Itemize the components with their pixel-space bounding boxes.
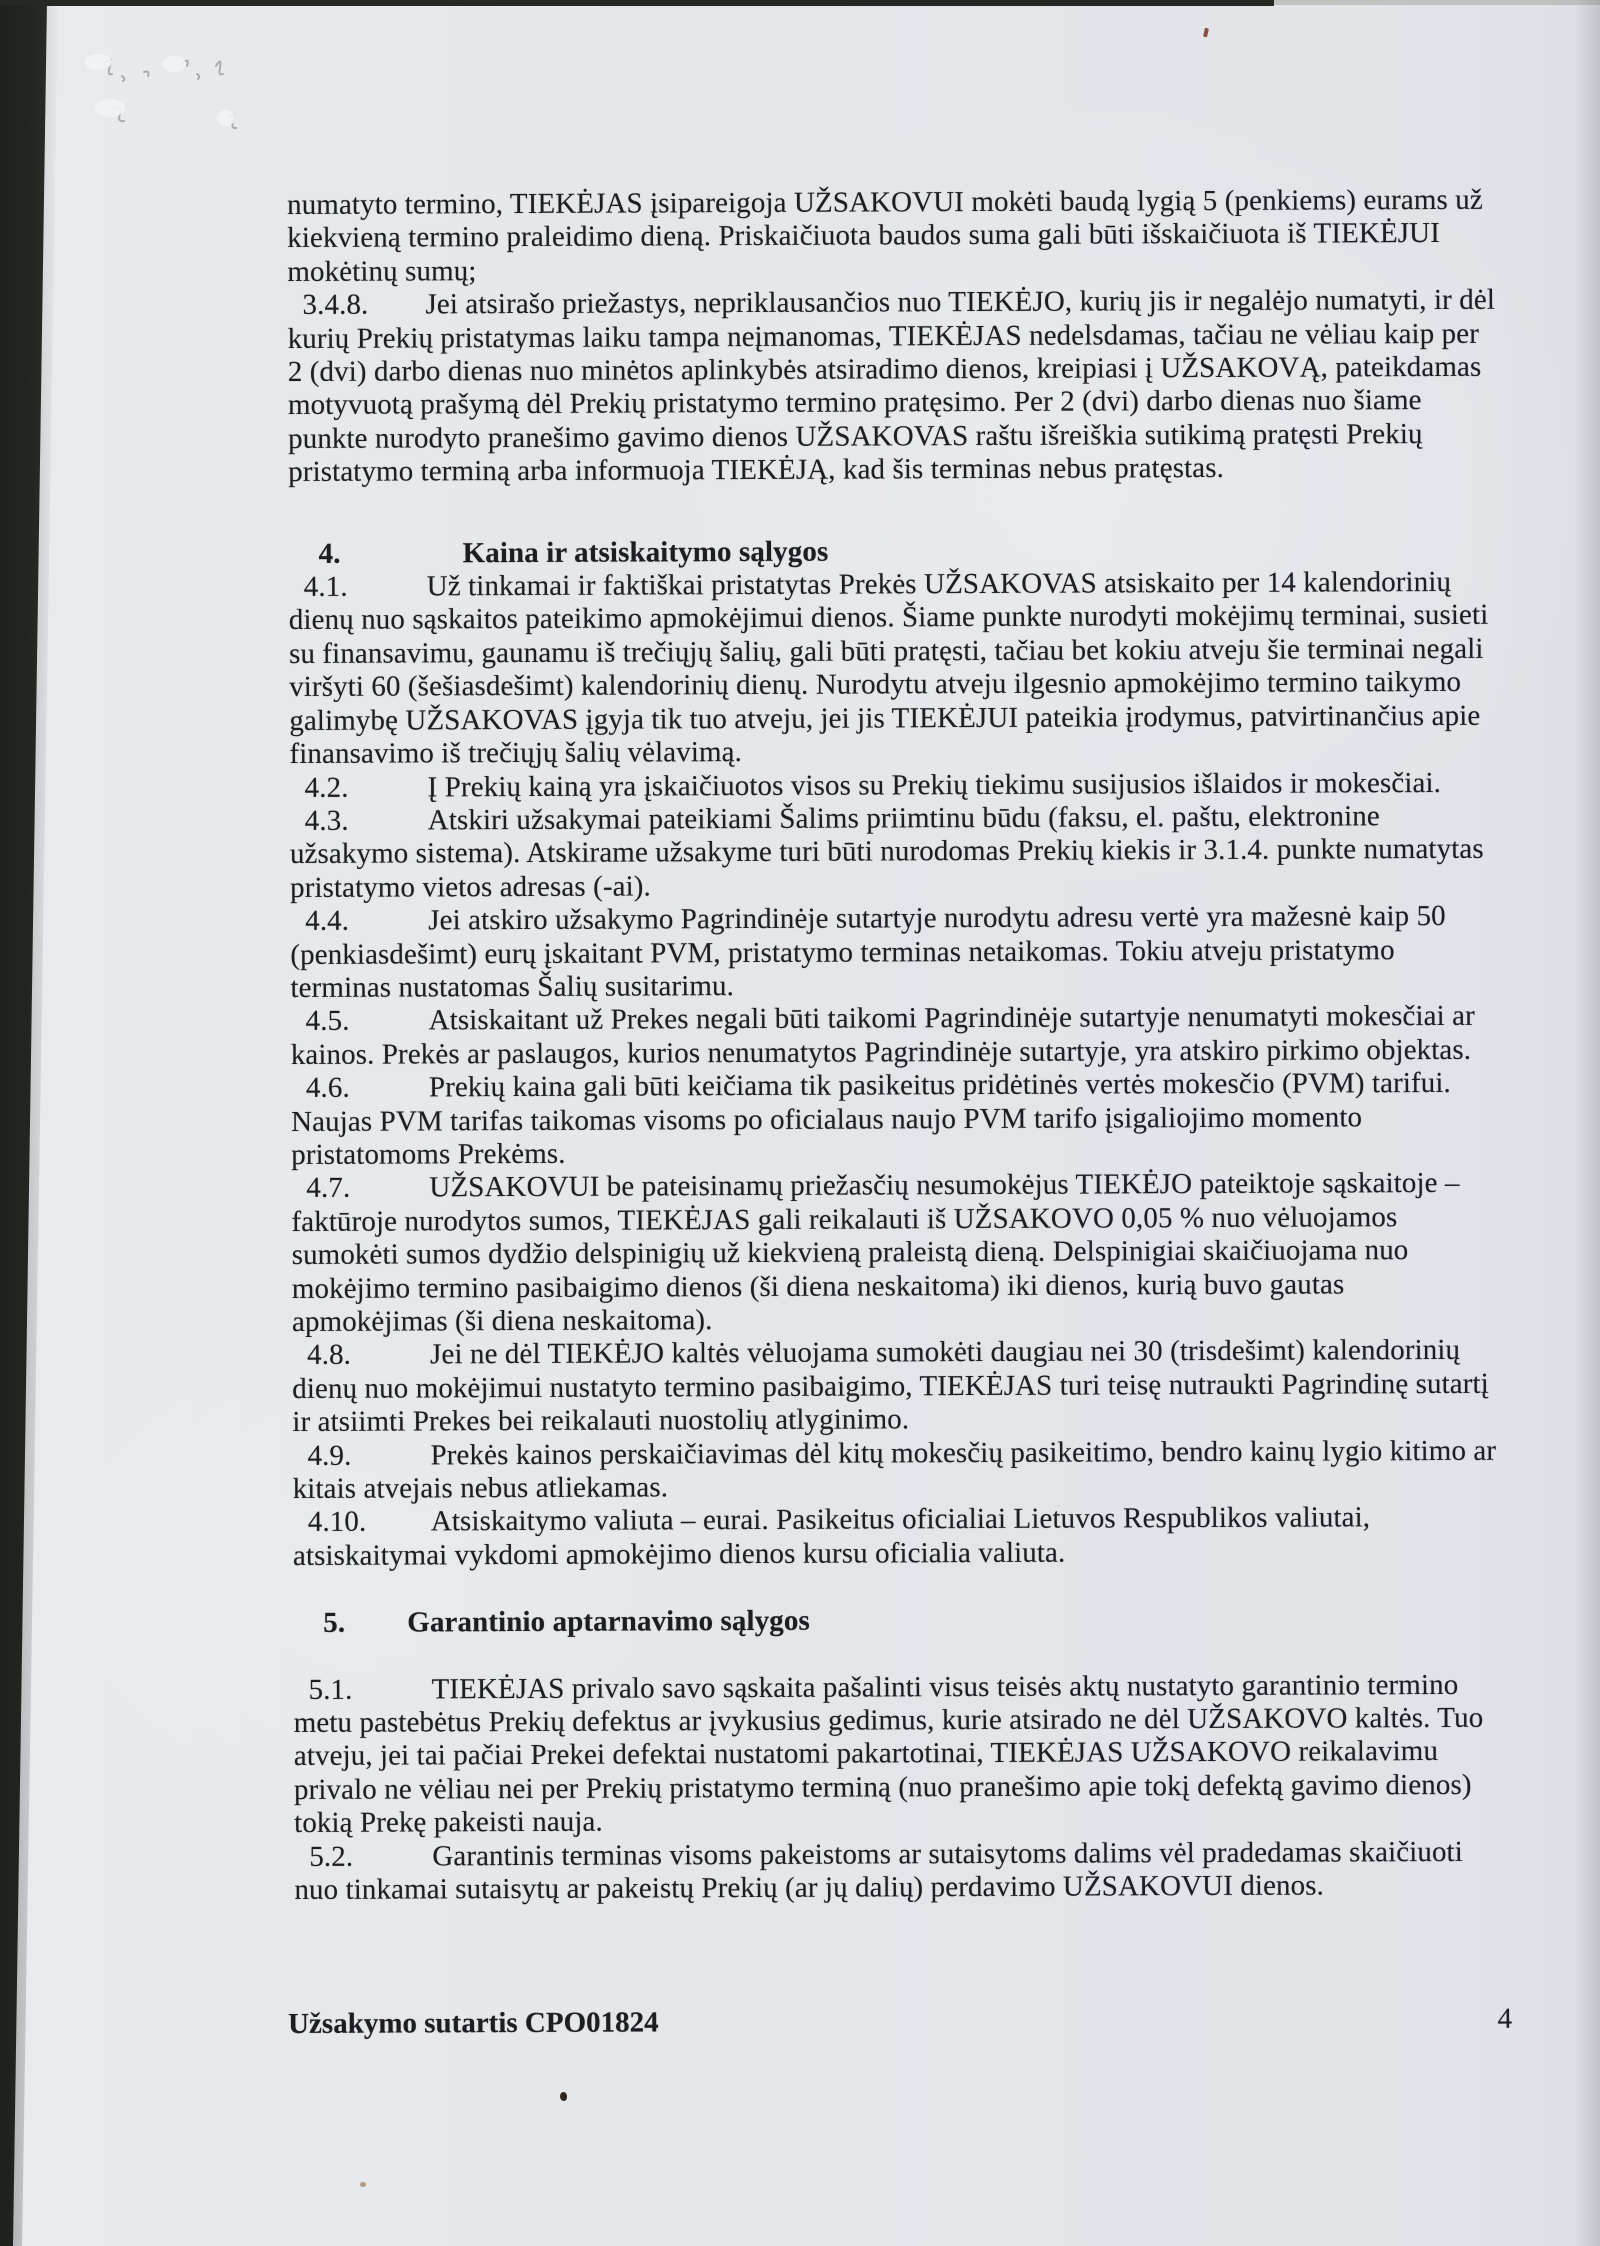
clause-number: 4.2.: [304, 771, 349, 804]
clause-4-4: [290, 900, 1502, 1006]
clause-number: 4.10.: [307, 1506, 367, 1539]
clause-4-7: [291, 1167, 1504, 1339]
clause-number: 4.5.: [305, 1005, 350, 1038]
clause-text: Atsiskaitymo valiuta – eurai. Pasikeitus oficialiai Lietuvos Respublikos valiutai, atsiskaitymai vykdomi apmokėjimo dienos kursu oficialia valiuta.: [292, 1501, 1371, 1572]
footer-page-number: 4: [1497, 2002, 1513, 2035]
section-4-heading: [289, 532, 1501, 571]
clause-number: 3.4.8.: [302, 288, 369, 322]
section-5-heading: [293, 1602, 1505, 1641]
clause-text: UŽSAKOVUI be pateisinamų priežasčių nesumokėjus TIEKĖJO pateiktoje sąskaitoje – faktūroje nurodytos sumos, TIEKĖJAS gali reikalauti iš UŽSAKOVO 0,05 % nuo vėluojamos sumokėti sumos dydžio delspinigių už kiekvieną praleistą dieną. Delspinigiai skaičiuojama nuo mokėjimo termino pasibaigimo dienos (ši diena neskaitoma) iki dienos, kurią buvo gautas apmokėjimas (ši diena neskaitoma).: [291, 1167, 1460, 1338]
clause-number: 4.6.: [305, 1071, 350, 1105]
clause-text: TIEKĖJAS privalo savo sąskaita pašalinti visus teisės aktų nustatyto garantinio termino metu pastebėtus Prekių defektus ar įvykusius gedimus, kurie atsirado ne dėl UŽSAKOVO kaltės. Tuo atveju, jei tai pačiai Prekei defektai nustatomi pakartotinai, TIEKĖJAS UŽSAKOVO reikalavimu privalo ne vėliau nei per Prekių pristatymo terminą (nuo pranešimo apie tokį defektą gavimo dienos) tokią Prekę pakeisti nauja.: [293, 1668, 1484, 1840]
clause-text: Atsiskaitant už Prekes negali būti taikomi Pagrindinėje sutartyje nenumatyti mokesčiai ar kainos. Prekės ar paslaugos, kurios nenumatytos Pagrindinėje sutartyje, yra atskiro pirkimo objektas.: [290, 1000, 1475, 1071]
ink-speck: [1203, 28, 1209, 38]
scan-top-line-light: [1274, 0, 1600, 5]
clause-text: Jei atsirašo priežastys, nepriklausančios nuo TIEKĖJO, kurių jis ir negalėjo numatyti, ir dėl kurių Prekių pristatymas laiku tampa neįmanomas, TIEKĖJAS nedelsdamas, tačiau ne vėliau kaip per 2 (dvi) darbo dienas nuo minėtos aplinkybės atsiradimo dienos, kreipiasi į UŽSAKOVĄ, pateikdamas motyvuotą prašymą dėl Prekių pristatymo termino pratęsimo. Per 2 (dvi) darbo dienas nuo šiame punkte nurodyto pranešimo gavimo dienos UŽSAKOVAS raštu išreiškia sutikimą pratęsti Prekių pristatymo terminą arba informuoja TIEKĖJĄ, kad šis terminas nebus pratęstas.: [287, 283, 1496, 489]
clause-text: Atskiri užsakymai pateikiami Šalims priimtinu būdu (faksu, el. paštu, elektronine užsakymo sistema). Atskirame užsakyme turi būti nurodomas Prekių kiekis ir 3.1.4. punkte numatytas pristatymo vietos adresas (-ai).: [289, 800, 1484, 904]
paper-speck: [360, 2182, 366, 2187]
clause-number: 4.3.: [304, 804, 349, 837]
clause-4-10: [293, 1501, 1505, 1573]
section-number: 5.: [323, 1607, 346, 1640]
clause-text: Už tinkamai ir faktiškai pristatytas Prekės UŽSAKOVAS atsiskaito per 14 kalendorinių dienų nuo sąskaitos pateikimo apmokėjimui dienos. Šiame punkte nurodyti mokėjimų terminai, susieti su finansavimu, gaunamu iš trečiųjų šalių, gali būti pratęsti, tačiau bet kokiu atveju šie terminai negali viršyti 60 (šešiasdešimt) kalendorinių dienų. Nurodytu atveju ilgesnio apmokėjimo termino taikymo galimybę UŽSAKOVAS įgyja tik tuo atveju, jei jis TIEKĖJUI pateikia įrodymus, patvirtinančius apie finansavimo iš trečiųjų šalių vėlavimą.: [288, 565, 1489, 771]
paragraph-continuation: numatyto termino, TIEKĖJAS įsipareigoja UŽSAKOVUI mokėti baudą lygią 5 (penkiems) eurams už kiekvieną termino praleidimo dieną. Priskaičiuota baudos suma gali būti išskaičiuota iš TIEKĖJUI mokėtinų sumų;: [287, 183, 1483, 288]
clause-text: Jei atskiro užsakymo Pagrindinėje sutartyje nurodytu adresu vertė yra mažesnė kaip 50 (penkiasdešimt) eurų įskaitant PVM, pristatymo terminas netaikomas. Tokiu atveju pristatymo terminas nustatomas Šalių susitarimu.: [290, 900, 1446, 1004]
clause-4-9: [292, 1434, 1504, 1506]
clause-4-1: [289, 566, 1502, 772]
clause-5-1: [293, 1668, 1506, 1840]
scan-edge-shadow: [0, 0, 60, 2246]
page-footer: [288, 2003, 1512, 2041]
clause-text: Garantinis terminas visoms pakeistoms ar sutaisytoms dalims vėl pradedamas skaičiuoti nuo tinkamai sutaisytų ar pakeistų Prekių (ar jų dalių) perdavimo UŽSAKOVUI dienos.: [294, 1835, 1463, 1907]
clause-4-2: [290, 766, 1502, 805]
clause-number: 4.1.: [303, 570, 348, 603]
clause-text: Jei ne dėl TIEKĖJO kaltės vėluojama sumokėti daugiau nei 30 (trisdešimt) kalendorinių dienų nuo mokėjimui nustatyto termino pasibaigimo, TIEKĖJAS turi teisę nutraukti Pagrindinę sutartį ir atsiimti Prekes bei reikalauti nuostolių atlyginimo.: [292, 1334, 1489, 1439]
footer-doc-title: Užsakymo sutartis CPO01824: [288, 2006, 659, 2040]
section-number: 4.: [318, 537, 341, 570]
scan-top-line: [0, 0, 1274, 6]
clause-text: Į Prekių kainą yra įskaičiuotos visos su Prekių tiekimu susijusios išlaidos ir mokesčiai.: [427, 766, 1442, 803]
contract-text-block: [287, 184, 1506, 1908]
clause-number: 4.9.: [307, 1439, 352, 1472]
clause-text: Prekių kaina gali būti keičiama tik pasikeitus pridėtinės vertės mokesčio (PVM) tarifui. Naujas PVM tarifas taikomas visoms po oficialaus naujo PVM tarifo įsigaliojimo momento pristatomoms Prekėms.: [290, 1067, 1451, 1171]
clause-text: Prekės kainos perskaičiavimas dėl kitų mokesčių pasikeitimo, bendro kainų lygio kitimo ar kitais atvejais nebus atliekamas.: [292, 1434, 1497, 1506]
clause-5-2: [294, 1835, 1506, 1907]
clause-number: 5.2.: [309, 1840, 354, 1873]
clause-number: 4.7.: [306, 1172, 351, 1205]
clause-4-6: [291, 1067, 1503, 1173]
clause-number: 5.1.: [308, 1673, 353, 1706]
clause-3-4-8: [287, 284, 1500, 490]
scan-right-shade: [1574, 0, 1600, 2246]
stray-dot-artifact: [560, 2092, 567, 2101]
clause-4-8: [292, 1334, 1504, 1440]
clause-4-3: [290, 800, 1502, 906]
paper-dent-smudges: [70, 38, 330, 148]
section-title: Garantinio aptarnavimo sąlygos: [407, 1604, 810, 1639]
clause-number: 4.4.: [305, 904, 350, 938]
section-title: Kaina ir atsiskaitymo sąlygos: [462, 535, 829, 569]
clause-number: 4.8.: [307, 1339, 352, 1372]
clause-4-5: [291, 1000, 1503, 1072]
